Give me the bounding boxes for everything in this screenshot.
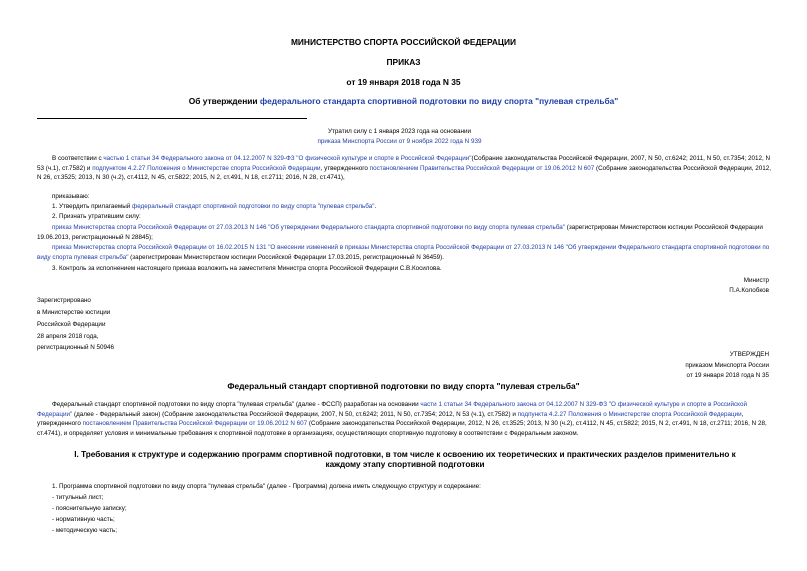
program-intro: 1. Программа спортивной подготовки по виду спорта "пулевая стрельба" (далее - Программа) должна иметь следующую структуру и содержание:	[52, 483, 481, 490]
item-2b: приказ Министерства спорта Российской Федерации от 16.02.2015 N 131 "О внесении изменений в приказы Министерства спорта Российской Федерации от 27.03.2013 N 146 "Об утверждении Федерального стандарта спортивной подготовки по виду спорта пулевая стрельба" (зарегистрирован Министерством юстиции Российской Федерации 17.03.2015, регистрационный N 36459).	[37, 244, 770, 261]
government-decree-link[interactable]: постановлением Правительства Российской Федерации от 19.06.2012 N 607	[82, 420, 308, 428]
item-1: 1. Утвердить прилагаемый федеральный стандарт спортивной подготовки по виду спорта "пулевая стрельба".	[52, 203, 377, 210]
item-2a: приказ Министерства спорта Российской Федерации от 27.03.2013 N 146 "Об утверждении Федерального стандарта спортивной подготовки по виду спорта пулевая стрельба" (зарегистрирован Министерством юстиции Российской Федерации 19.06.2013, регистрационный N 28845);	[37, 224, 763, 241]
law-link[interactable]: части 1 статьи 34 Федерального закона от 04.12.2007 N 329-ФЗ "О физической культуре и спорте в Российской Федерации"	[37, 401, 748, 418]
regulation-link[interactable]: подпунктом 4.2.27 Положения о Министерстве спорта Российской Федерации	[92, 164, 321, 172]
standard-intro-paragraph: Федеральный стандарт спортивной подготовки по виду спорта "пулевая стрельба" (далее - ФССП) разработан на основании части 1 статьи 34 Федерального закона от 04.12.2007 N 329-ФЗ "О физической культуре и спорте в Российской Федерации" (далее - Федеральный закон) (Собрание законодательства Российской Федерации, 2007, N 50, ст.6242; 2011, N 50, ст.7354; 2012, N 53 (ч.1), ст.7582) и подпункта 4.2.27 Положения о Министерстве спорта Российской Федерации, утвержденного постановлением Правительства Российской Федерации от 19.06.2012 N 607 (Собрание законодательства Российской Федерации, 2012, N 26, ст.3525; 2013, N 30 (ч.2), ст.4112, N 45, ст.5822; 2015, N 2, ст.491, N 18, ст.2711; 2016, N 28, ст.4741), и определяет условия и минимальные требования к спортивной подготовке в организациях, осуществляющих спортивную подготовку в соответствии с Федеральным законом.	[37, 401, 767, 437]
program-list-item: - нормативную часть;	[52, 516, 115, 523]
government-decree-link[interactable]: постановлением Правительства Российской Федерации от 19.06.2012 N 607	[369, 164, 595, 172]
section-1-title: I. Требования к структуре и содержанию программ спортивной подготовки, в том числе к освоению их теоретических и практических разделов применительно к каждому этапу спортивной подготовки	[74, 450, 736, 469]
order-word: приказываю:	[52, 193, 90, 200]
registration-line: 28 апреля 2018 года,	[37, 333, 99, 340]
standard-title: Федеральный стандарт спортивной подготовки по виду спорта "пулевая стрельба"	[227, 381, 580, 391]
program-list-item: - методическую часть;	[52, 527, 118, 534]
item-3: 3. Контроль за исполнением настоящего приказа возложить на заместителя Министра спорта Российской Федерации С.В.Косилова.	[52, 265, 442, 272]
order-146-link[interactable]: приказ Министерства спорта Российской Федерации от 27.03.2013 N 146 "Об утверждении Федерального стандарта спортивной подготовки по виду спорта пулевая стрельба"	[52, 224, 566, 231]
registration-line: Зарегистрировано	[37, 297, 91, 304]
preamble-paragraph: В соответствии с частью 1 статьи 34 Федерального закона от 04.12.2007 N 329-ФЗ "О физической культуре и спорте в Российской Федерации"(Собрание законодательства Российской Федерации, 2007, N 50, ст.6242; 2011, N 50, ст.7354; 2012, N 53 (ч.1), ст.7582) и подпунктом 4.2.27 Положения о Министерстве спорта Российской Федерации, утвержденного постановлением Правительства Российской Федерации от 19.06.2012 N 607 (Собрание законодательства Российской Федерации, 2012, N 26, ст.3525; 2013, N 30 (ч.2), ст.4112, N 45, ст.5822; 2015, N 2, ст.491, N 18, ст.2711; 2016, N 28, ст.4741),	[37, 155, 771, 182]
order-title-prefix: Об утверждении	[188, 96, 260, 106]
regulation-link[interactable]: подпункта 4.2.27 Положения о Министерстве спорта Российской Федерации	[517, 410, 742, 418]
order-date-number: от 19 января 2018 года N 35	[346, 77, 461, 87]
program-list-item: - титульный лист;	[52, 494, 104, 501]
order-heading: ПРИКАЗ	[386, 57, 421, 67]
program-list-item: - пояснительную записку;	[52, 505, 127, 512]
order-title-link[interactable]: федерального стандарта спортивной подготовки по виду спорта "пулевая стрельба"	[259, 96, 619, 106]
order-131-link[interactable]: приказ Министерства спорта Российской Федерации от 16.02.2015 N 131 "О внесении изменений в приказы Министерства спорта Российской Федерации от 27.03.2013 N 146 "Об утверждении Федерального стандарта спортивной подготовки по виду спорта пулевая стрельба"	[37, 244, 770, 261]
void-notice-line1: Утратил силу с 1 января 2023 года на основании	[327, 128, 472, 135]
registration-line: в Министерстве юстиции	[37, 309, 111, 316]
registration-line: регистрационный N 50946	[37, 344, 115, 351]
void-notice-link[interactable]: приказа Минспорта России от 9 ноября 2022 года N 939	[317, 138, 482, 145]
approved-line: приказом Минспорта России	[685, 362, 769, 369]
law-link[interactable]: частью 1 статьи 34 Федерального закона от 04.12.2007 N 329-ФЗ "О физической культуре и спорте в Российской Федерации"	[103, 155, 472, 162]
signature-title: Министр	[743, 277, 769, 284]
registration-line: Российской Федерации	[37, 321, 106, 328]
approved-line: от 19 января 2018 года N 35	[686, 372, 769, 379]
order-title	[0, 96, 807, 106]
standard-link[interactable]: федеральный стандарт спортивной подготовки по виду спорта "пулевая стрельба"	[132, 203, 375, 210]
signature-name: П.А.Колобков	[729, 287, 769, 294]
item-2: 2. Признать утратившим силу:	[52, 213, 141, 220]
ministry-heading: МИНИСТЕРСТВО СПОРТА РОССИЙСКОЙ ФЕДЕРАЦИИ	[290, 37, 517, 47]
approved-line: УТВЕРЖДЕН	[729, 351, 769, 358]
divider	[37, 118, 307, 119]
